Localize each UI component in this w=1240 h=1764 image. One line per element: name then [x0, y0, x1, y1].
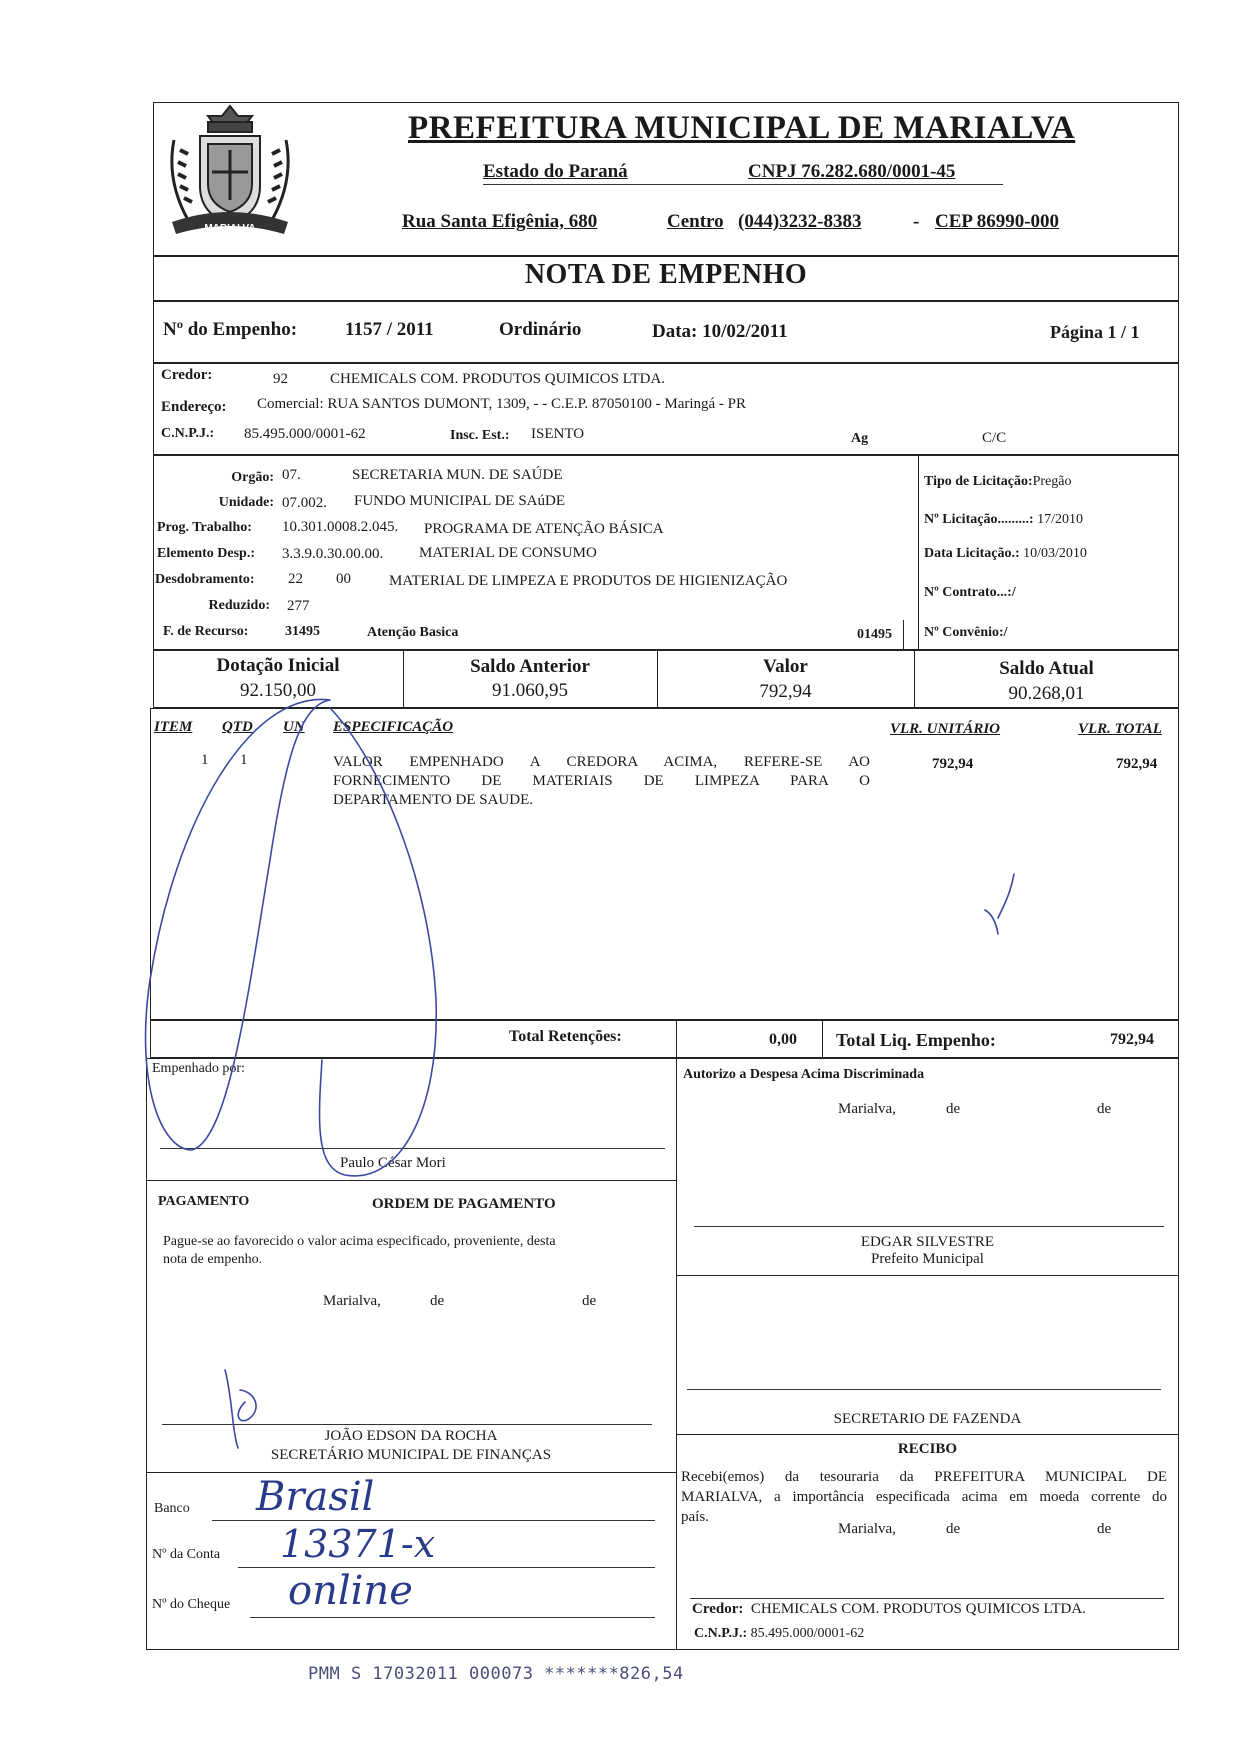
- prefeito-name: EDGAR SILVESTRE: [860, 1234, 995, 1250]
- address-label: Endereço:: [161, 399, 227, 415]
- licitacao-number: Nº Licitação.........: 17/2010: [924, 512, 1083, 527]
- liquido-label: Total Liq. Empenho:: [836, 1030, 996, 1050]
- financas-bottom-line: [146, 1472, 676, 1473]
- liquido-value: 792,94: [1110, 1031, 1154, 1048]
- autorizo-text: Autorizo a Despesa Acima Discriminada: [683, 1067, 925, 1082]
- recibo-de-1: de: [946, 1521, 961, 1537]
- empenhado-bottom-line: [146, 1180, 676, 1181]
- recibo-cnpj: C.N.P.J.: 85.495.000/0001-62: [694, 1626, 865, 1641]
- row-vlr-total: 792,94: [1116, 756, 1158, 772]
- prog-label: Prog. Trabalho:: [157, 520, 252, 535]
- fonte-code: 31495: [285, 624, 320, 639]
- col-un: UN: [283, 719, 305, 735]
- credor-cnpj-label: C.N.P.J.:: [161, 426, 215, 441]
- recibo-text: Recebi(emos) da tesouraria da PREFEITURA MUNICIPAL DE MARIALVA, a importância especificada acima em moeda corrente do país.: [681, 1469, 1167, 1525]
- col-especificacao: ESPECIFICAÇÃO: [333, 719, 454, 735]
- empenhado-signature-line: [160, 1148, 665, 1149]
- licitacao-type: Tipo de Licitação:Pregão: [924, 474, 1072, 489]
- fonte-divider: [903, 620, 904, 650]
- orgao-label: Orgão:: [231, 470, 274, 485]
- header-state-underline: [483, 184, 1003, 185]
- row-item: 1: [201, 752, 209, 768]
- fazenda-signature-line: [687, 1389, 1161, 1390]
- col-item: ITEM: [154, 719, 193, 735]
- col-vlr-total: VLR. TOTAL: [1078, 721, 1162, 737]
- saldo-anterior-label: Saldo Anterior: [470, 656, 590, 677]
- retencoes-value: 0,00: [769, 1031, 797, 1048]
- col-qtd: QTD: [222, 719, 253, 735]
- desd-name: MATERIAL DE LIMPEZA E PRODUTOS DE HIGIENIZAÇÃO: [389, 573, 788, 589]
- reduzido-value: 277: [287, 598, 310, 614]
- coat-of-arms-logo: [160, 100, 300, 250]
- fonte-label: F. de Recurso:: [163, 624, 249, 639]
- credor-code: 92: [273, 371, 288, 387]
- cheque-label: Nº do Cheque: [152, 1597, 231, 1612]
- pagamento-de-1: de: [430, 1293, 445, 1309]
- pagamento-local: Marialva,: [323, 1293, 381, 1309]
- fazenda-title: SECRETARIO DE FAZENDA: [833, 1411, 1022, 1427]
- ag-label: Ag: [851, 431, 869, 446]
- conta-label: Nº da Conta: [152, 1547, 221, 1562]
- elem-name: MATERIAL DE CONSUMO: [419, 545, 597, 561]
- totais-box: [150, 1020, 1179, 1058]
- unidade-name: FUNDO MUNICIPAL DE SAúDE: [354, 493, 565, 509]
- prog-name: PROGRAMA DE ATENÇÃO BÁSICA: [424, 521, 664, 537]
- unidade-label: Unidade:: [218, 495, 274, 510]
- credor-address: Comercial: RUA SANTOS DUMONT, 1309, - - C.E.P. 87050100 - Maringá - PR: [257, 396, 747, 412]
- insc-label: Insc. Est.:: [450, 428, 510, 443]
- licitacao-divider: [918, 455, 919, 650]
- valor-label: Valor: [763, 656, 808, 677]
- retencoes-label: Total Retenções:: [509, 1028, 622, 1045]
- convenio-label: Nº Convênio:/: [924, 625, 1008, 640]
- valor-value: 792,94: [759, 681, 812, 702]
- autorizo-de-1: de: [946, 1101, 961, 1117]
- elem-label: Elemento Desp.:: [157, 546, 255, 561]
- row-espec: VALOR EMPENHADO A CREDORA ACIMA, REFERE-SE AO FORNECIMENTO DE MATERIAIS DE LIMPEZA PARA O DEPARTAMENTO DE SAUDE.: [333, 754, 870, 808]
- col-vlr-unitario: VLR. UNITÁRIO: [890, 721, 1001, 737]
- pagamento-label: PAGAMENTO: [158, 1194, 250, 1209]
- crest-banner-text: MARIALVA: [204, 223, 256, 234]
- row-qtd: 1: [240, 752, 248, 768]
- prog-code: 10.301.0008.2.045.: [282, 519, 399, 535]
- header-title: PREFEITURA MUNICIPAL DE MARIALVA: [408, 110, 1076, 146]
- cheque-line: [250, 1617, 655, 1618]
- empenhado-label: Empenhado por:: [152, 1061, 245, 1076]
- header-cep: CEP 86990-000: [935, 211, 1060, 232]
- saldo-atual-label: Saldo Atual: [999, 658, 1094, 679]
- pagamento-de-2: de: [582, 1293, 597, 1309]
- totais-divider-1: [676, 1020, 677, 1058]
- credor-label: Credor:: [161, 367, 213, 383]
- credor-name: CHEMICALS COM. PRODUTOS QUIMICOS LTDA.: [330, 371, 666, 387]
- banco-label: Banco: [154, 1501, 190, 1516]
- desd-code: 22: [288, 571, 303, 587]
- fazenda-bottom-line: [676, 1434, 1179, 1435]
- ordem-pagamento-title: ORDEM DE PAGAMENTO: [372, 1196, 556, 1212]
- empenho-number: 1157 / 2011: [345, 319, 434, 340]
- reduzido-label: Reduzido:: [208, 598, 270, 613]
- cheque-handwriting: online: [288, 1568, 413, 1614]
- conta-handwriting: 13371-x: [280, 1522, 436, 1566]
- financas-signature-line: [162, 1424, 652, 1425]
- prefeito-bottom-line: [676, 1275, 1179, 1276]
- banco-line: [212, 1520, 655, 1521]
- empenho-type: Ordinário: [499, 319, 582, 340]
- insc-value: ISENTO: [531, 426, 585, 442]
- saldo-atual-value: 90.268,01: [1008, 683, 1085, 704]
- page-indicator: Página 1 / 1: [1050, 322, 1140, 342]
- credor-cnpj: 85.495.000/0001-62: [244, 426, 366, 442]
- empenhado-name: Paulo César Mori: [340, 1155, 446, 1171]
- cc-label: C/C: [982, 430, 1007, 446]
- empenho-number-label: Nº do Empenho:: [163, 319, 298, 340]
- header-phone: (044)3232-8383: [738, 211, 862, 232]
- prefeito-signature-line: [694, 1226, 1164, 1227]
- dotacao-inicial-label: Dotação Inicial: [216, 655, 340, 676]
- header-dash: -: [913, 211, 920, 232]
- saldo-anterior-value: 91.060,95: [492, 680, 568, 701]
- prefeito-title: Prefeito Municipal: [871, 1251, 984, 1267]
- header-address: Rua Santa Efigênia, 680: [402, 211, 598, 232]
- desd-label: Desdobramento:: [155, 572, 255, 587]
- header-state: Estado do Paraná: [483, 161, 628, 182]
- financas-name: JOÃO EDSON DA ROCHA: [324, 1428, 498, 1444]
- recibo-local: Marialva,: [838, 1521, 896, 1537]
- financas-title: SECRETÁRIO MUNICIPAL DE FINANÇAS: [270, 1447, 552, 1463]
- document-title: NOTA DE EMPENHO: [524, 259, 808, 290]
- recibo-de-2: de: [1097, 1521, 1112, 1537]
- banco-handwriting: Brasil: [256, 1474, 375, 1520]
- orgao-name: SECRETARIA MUN. DE SAÚDE: [352, 467, 563, 483]
- pagamento-text: Pague-se ao favorecido o valor acima especificado, proveniente, desta nota de empenho.: [163, 1234, 556, 1267]
- unidade-code: 07.002.: [282, 495, 327, 511]
- recibo-credor: Credor: CHEMICALS COM. PRODUTOS QUIMICOS LTDA.: [692, 1601, 1086, 1617]
- desd-sub: 00: [336, 571, 351, 587]
- licitacao-date: Data Licitação.: 10/03/2010: [924, 546, 1087, 561]
- autorizo-de-2: de: [1097, 1101, 1112, 1117]
- autorizo-local: Marialva,: [838, 1101, 896, 1117]
- row-vlr-unitario: 792,94: [932, 756, 974, 772]
- recibo-signature-line: [690, 1598, 1164, 1599]
- elem-code: 3.3.9.0.30.00.00.: [282, 546, 384, 562]
- contrato-label: Nº Contrato...:/: [924, 585, 1016, 600]
- totais-divider-2: [822, 1020, 823, 1058]
- header-district: Centro: [667, 211, 724, 232]
- orgao-code: 07.: [282, 467, 301, 483]
- dotacao-inicial-value: 92.150,00: [240, 680, 316, 701]
- fonte-number: 01495: [857, 627, 892, 642]
- recibo-title: RECIBO: [897, 1441, 958, 1457]
- footer-stamp: PMM S 17032011 000073 *******826,54: [308, 1664, 684, 1684]
- fonte-name: Atenção Basica: [367, 625, 459, 640]
- bottom-vertical-divider: [676, 1058, 677, 1650]
- empenho-date: Data: 10/02/2011: [652, 321, 788, 342]
- header-cnpj: CNPJ 76.282.680/0001-45: [748, 161, 956, 182]
